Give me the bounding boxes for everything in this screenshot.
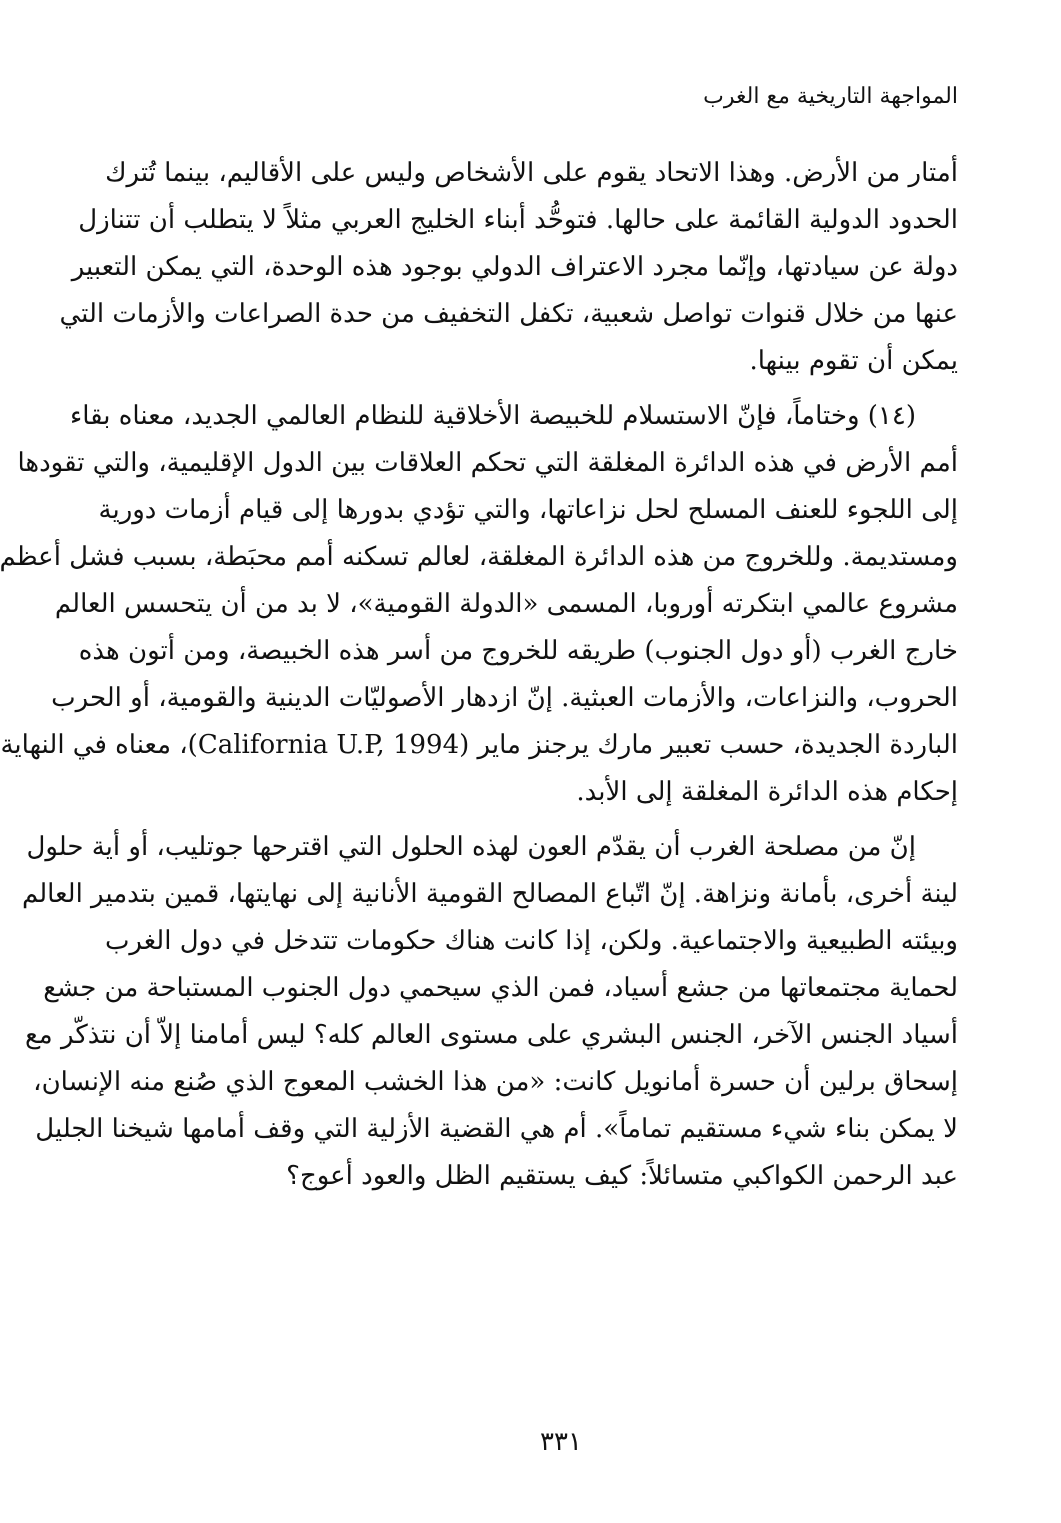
page-number: ٣٣١ <box>540 1427 582 1457</box>
text-line: إحكام هذه الدائرة المغلقة إلى الأبد. <box>576 777 958 807</box>
text-line: أمم الأرض في هذه الدائرة المغلقة التي تحكم العلاقات بين الدول الإقليمية، والتي تقودها <box>17 448 958 478</box>
text-line: لا يمكن بناء شيء مستقيم تماماً». أم هي القضية الأزلية التي وقف أمامها شيخنا الجليل <box>35 1114 958 1144</box>
text-line: عنها من خلال قنوات تواصل شعبية، تكفل التخفيف من حدة الصراعات والأزمات التي <box>59 299 958 329</box>
text-line: الحدود الدولية القائمة على حالها. فتوحُّد أبناء الخليج العربي مثلاً لا يتطلب أن تتنازل <box>78 205 958 235</box>
text-line: مشروع عالمي ابتكرته أوروبا، المسمى «الدولة القومية»، لا بد من أن يتحسس العالم <box>54 589 958 619</box>
body-text <box>0 150 958 1200</box>
text-line: لينة أخرى، بأمانة ونزاهة. إنّ اتّباع المصالح القومية الأنانية إلى نهايتها، قمين بتدمير العالم <box>21 879 958 909</box>
text-line: إنّ من مصلحة الغرب أن يقدّم العون لهذه الحلول التي اقترحها جوتليب، أو أية حلول <box>26 832 916 862</box>
text-line: الباردة الجديدة، حسب تعبير مارك يرجنز ماير (California U.P, 1994)، معناه في النهاية <box>0 730 958 760</box>
text-line: لحماية مجتمعاتها من جشع أسياد، فمن الذي سيحمي دول الجنوب المستباحة من جشع <box>43 973 958 1003</box>
text-line: دولة عن سيادتها، وإنّما مجرد الاعتراف الدولي بوجود هذه الوحدة، التي يمكن التعبير <box>71 252 958 282</box>
text-line: ومستديمة. وللخروج من هذه الدائرة المغلقة، لعالم تسكنه أمم محبَطة، بسبب فشل أعظم <box>0 542 958 572</box>
text-line: خارج الغرب (أو دول الجنوب) طريقه للخروج من أسر هذه الخبيصة، ومن أتون هذه <box>78 636 958 666</box>
text-line: إلى اللجوء للعنف المسلح لحل نزاعاتها، والتي تؤدي بدورها إلى قيام أزمات دورية <box>98 495 958 525</box>
text-line: إسحاق برلين أن حسرة أمانويل كانت: «من هذا الخشب المعوج الذي صُنع منه الإنسان، <box>33 1067 958 1097</box>
text-line: وبيئته الطبيعية والاجتماعية. ولكن، إذا كانت هناك حكومات تتدخل في دول الغرب <box>104 926 958 956</box>
running-header: المواجهة التاريخية مع الغرب <box>703 84 958 109</box>
paragraph-1 <box>59 150 958 385</box>
paragraph-3 <box>21 824 958 1200</box>
text-line: عبد الرحمن الكواكبي متسائلاً: كيف يستقيم الظل والعود أعوج؟ <box>286 1161 958 1191</box>
text-line: أسياد الجنس الآخر، الجنس البشري على مستوى العالم كله؟ ليس أمامنا إلاّ أن نتذكّر مع <box>24 1020 958 1050</box>
text-line: الحروب، والنزاعات، والأزمات العبثية. إنّ ازدهار الأصوليّات الدينية والقومية، أو الحرب <box>51 683 958 713</box>
text-line: أمتار من الأرض. وهذا الاتحاد يقوم على الأشخاص وليس على الأقاليم، بينما تُترك <box>105 158 958 188</box>
text-line: (١٤) وختاماً، فإنّ الاستسلام للخبيصة الأخلاقية للنظام العالمي الجديد، معناه بقاء <box>70 401 916 431</box>
paragraph-2 <box>0 393 958 816</box>
text-line: يمكن أن تقوم بينها. <box>749 346 958 376</box>
